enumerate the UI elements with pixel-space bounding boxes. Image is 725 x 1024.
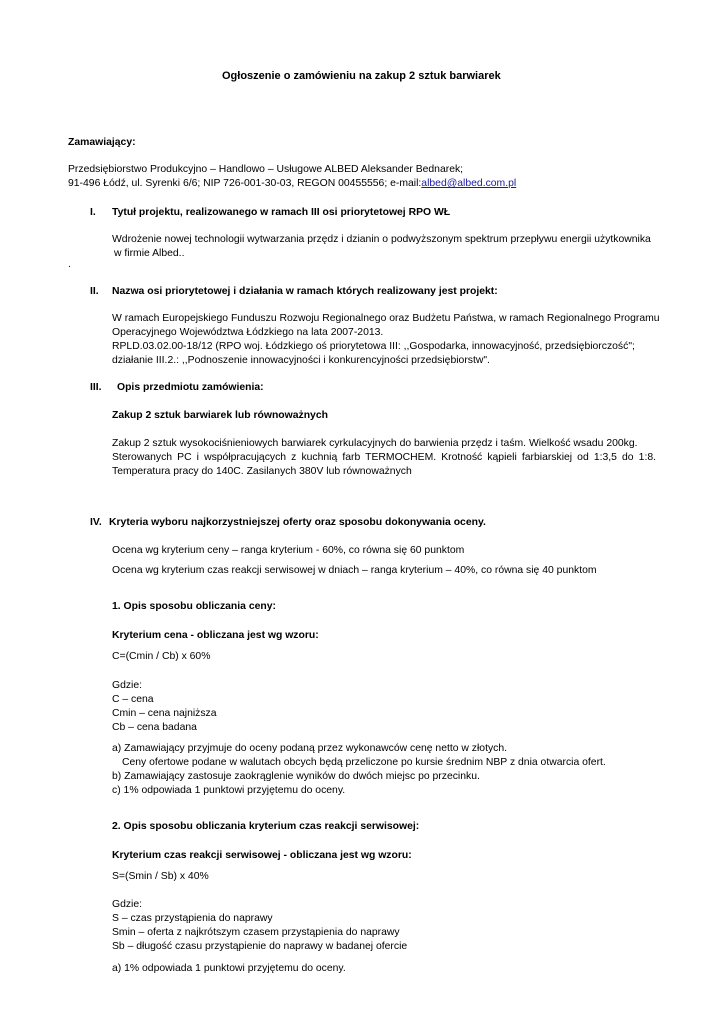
service-formula: S=(Smin / Sb) x 40% (112, 871, 209, 882)
price-def-cmin: Cmin – cena najniższa (112, 708, 217, 719)
price-note-a2: Ceny ofertowe podane w walutach obcych będą przeliczone po kursie średnim NBP z dnia otwarcia ofert. (122, 757, 606, 768)
section4-heading: Kryteria wyboru najkorzystniejszej oferty oraz sposobu dokonywania oceny. (109, 517, 486, 528)
price-method-heading: 1. Opis sposobu obliczania ceny: (112, 601, 276, 612)
price-where-label: Gdzie: (112, 680, 143, 691)
service-where-label: Gdzie: (112, 899, 143, 910)
section3-line1: Zakup 2 sztuk wysokociśnieniowych barwiarek cyrkulacyjnych do barwienia przędz i taśm. Wielkość wsadu 200kg. (112, 438, 638, 449)
ordering-party-heading: Zamawiający: (68, 137, 136, 148)
service-method-heading: 2. Opis sposobu obliczania kryterium czas reakcji serwisowej: (112, 821, 420, 832)
section2-line3: RPLD.03.02.00-18/12 (RPO woj. Łódzkiego oś priorytetowa III: ,,Gospodarka, innowacyjność, przedsiębiorczość"; (112, 341, 635, 352)
ordering-party-address (68, 177, 516, 190)
stray-mark: . (68, 259, 71, 270)
document-title: Ogłoszenie o zamówieniu na zakup 2 sztuk barwiarek (222, 70, 501, 82)
price-formula: C=(Cmin / Cb) x 60% (112, 651, 211, 662)
section3-heading: Opis przedmiotu zamówienia: (117, 382, 264, 393)
section2-number: II. (90, 286, 99, 297)
section1-number: I. (90, 207, 96, 218)
section2-line1: W ramach Europejskiego Funduszu Rozwoju Regionalnego oraz Budżetu Państwa, w ramach Regionalnego Programu (112, 313, 660, 324)
service-def-s: S – czas przystąpienia do naprawy (112, 913, 273, 924)
address-text: 91-496 Łódź, ul. Syrenki 6/6; NIP 726-001-30-03, REGON 00455556; e-mail: (68, 178, 422, 189)
section4-number: IV. (90, 517, 102, 528)
email-link[interactable]: albed@albed.com.pl (421, 178, 517, 189)
section1-line2: w firmie Albed.. (114, 248, 185, 259)
criterion-price: Ocena wg kryterium ceny – ranga kryterium - 60%, co równa się 60 punktom (112, 545, 465, 556)
service-def-smin: Smin – oferta z najkrótszym czasem przystąpienia do naprawy (112, 927, 400, 938)
ordering-party-name: Przedsiębiorstwo Produkcyjno – Handlowo – Usługowe ALBED Aleksander Bednarek; (68, 164, 464, 175)
section2-heading: Nazwa osi priorytetowej i działania w ramach których realizowany jest projekt: (112, 286, 498, 297)
section1-line1: Wdrożenie nowej technologii wytwarzania przędz i dzianin o podwyższonym spektrum przepływu energii użytkownika (112, 234, 651, 245)
section2-line2: Operacyjnego Województwa Łódzkiego na lata 2007-2013. (112, 327, 384, 338)
service-def-sb: Sb – długość czasu przystąpienie do naprawy w badanej ofercie (112, 941, 408, 952)
criterion-service: Ocena wg kryterium czas reakcji serwisowej w dniach – ranga kryterium – 40%, co równa się 40 punktom (112, 565, 597, 576)
section3-line3: Temperatura pracy do 140C. Zasilanych 380V lub równoważnych (112, 466, 412, 477)
price-note-b: b) Zamawiający zastosuje zaokrąglenie wyników do dwóch miejsc po przecinku. (112, 771, 480, 782)
section2-line4: działanie III.2.: ,,Podnoszenie innowacyjności i konkurencyjności przedsiębiorstw". (112, 355, 490, 366)
service-note-a: a) 1% odpowiada 1 punktowi przyjętemu do oceny. (112, 963, 346, 974)
price-def-cb: Cb – cena badana (112, 722, 197, 733)
service-formula-heading: Kryterium czas reakcji serwisowej - obliczana jest wg wzoru: (112, 850, 412, 861)
price-note-a: a) Zamawiający przyjmuje do oceny podaną przez wykonawców cenę netto w złotych. (112, 743, 508, 754)
section3-line2: Sterowanych PC i współpracujących z kuchnią farb TERMOCHEM. Krotność kąpieli farbiarskiej od 1:3,5 do 1:8. (112, 452, 656, 463)
section3-subheading: Zakup 2 sztuk barwiarek lub równoważnych (112, 410, 328, 421)
price-formula-heading: Kryterium cena - obliczana jest wg wzoru: (112, 630, 319, 641)
price-note-c: c) 1% odpowiada 1 punktowi przyjętemu do oceny. (112, 785, 346, 796)
section1-heading: Tytuł projektu, realizowanego w ramach III osi priorytetowej RPO WŁ (112, 207, 451, 218)
price-def-c: C – cena (112, 694, 154, 705)
section3-number: III. (90, 382, 102, 393)
